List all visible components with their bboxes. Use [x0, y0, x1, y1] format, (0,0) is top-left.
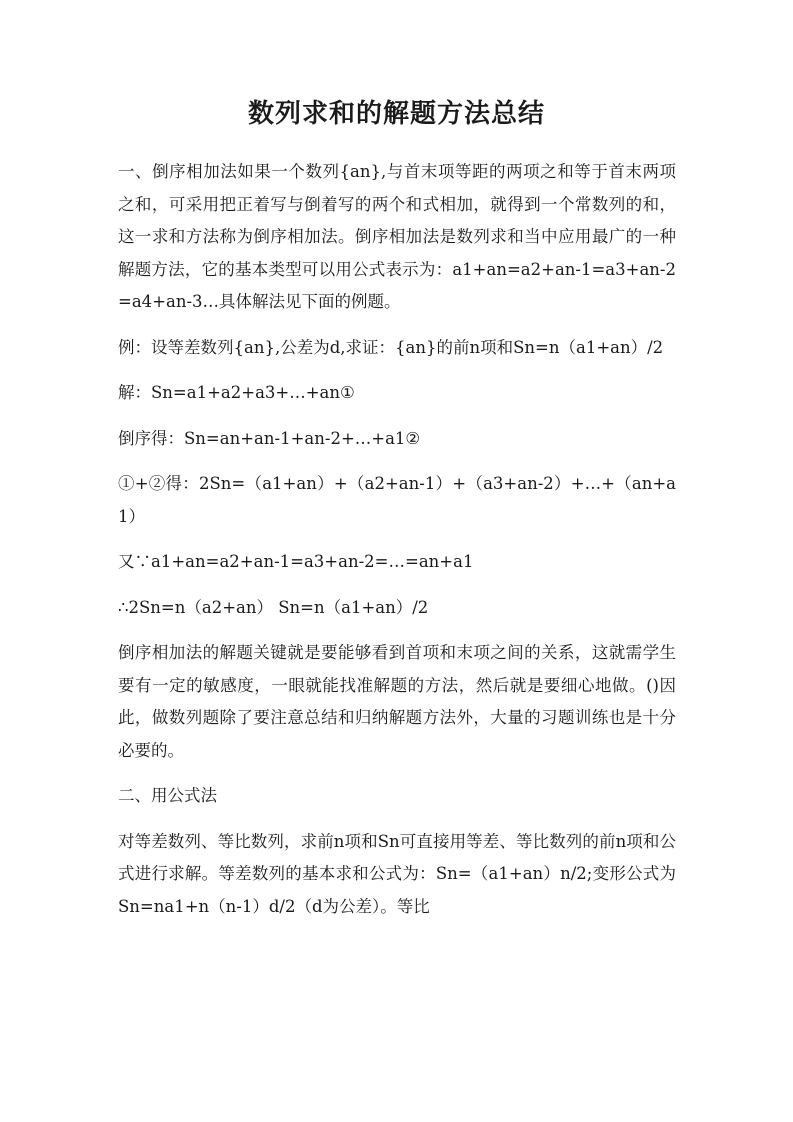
- paragraph-solution: 解：Sn=a1+a2+a3+…+an①: [118, 383, 355, 402]
- paragraph-example: 例：设等差数列{an},公差为d,求证：{an}的前n项和Sn=n（a1+an）/2: [118, 337, 664, 357]
- section-heading-formula-method: 二、用公式法: [118, 786, 217, 805]
- document-title: 数列求和的解题方法总结: [247, 99, 545, 129]
- paragraph-reverse-order-method: 一、倒序相加法如果一个数列{an},与首末项等距的两项之和等于首末两项之和，可采用把正着写与倒着写的两个和式相加，就得到一个常数列的和，这一求和方法称为倒序相加法。倒序相加法是数列求和当中应用最广的一种解题方法，它的基本类型可以用公式表示为：a1+an=a2+an-1=a3+an-2=a4+an-3…具体解法见下面的例题。: [118, 162, 676, 311]
- paragraph-reversed: 倒序得：Sn=an+an-1+an-2+…+a1②: [118, 428, 421, 448]
- paragraph-key-point: 倒序相加法的解题关键就是要能够看到首项和末项之间的关系，这就需学生要有一定的敏感度，一眼就能找准解题的方法，然后就是要细心地做。()因此，做数列题除了要注意总结和归纳解题方法外，大量的习题训练也是十分必要的。: [118, 643, 676, 760]
- paragraph-sum-equations: ①+②得：2Sn=（a1+an）+（a2+an-1）+（a3+an-2）+…+（an+a1）: [118, 474, 676, 526]
- document-body: [118, 156, 676, 936]
- paragraph-therefore: ∴2Sn=n（a2+an） Sn=n（a1+an）/2: [118, 597, 429, 617]
- paragraph-because: 又∵a1+an=a2+an-1=a3+an-2=…=an+a1: [118, 552, 474, 571]
- paragraph-formula-method: 对等差数列、等比数列，求前n项和Sn可直接用等差、等比数列的前n项和公式进行求解。等差数列的基本求和公式为：Sn=（a1+an）n/2;变形公式为Sn=na1+n（n-1）d/2（d为公差）。等比: [118, 831, 676, 916]
